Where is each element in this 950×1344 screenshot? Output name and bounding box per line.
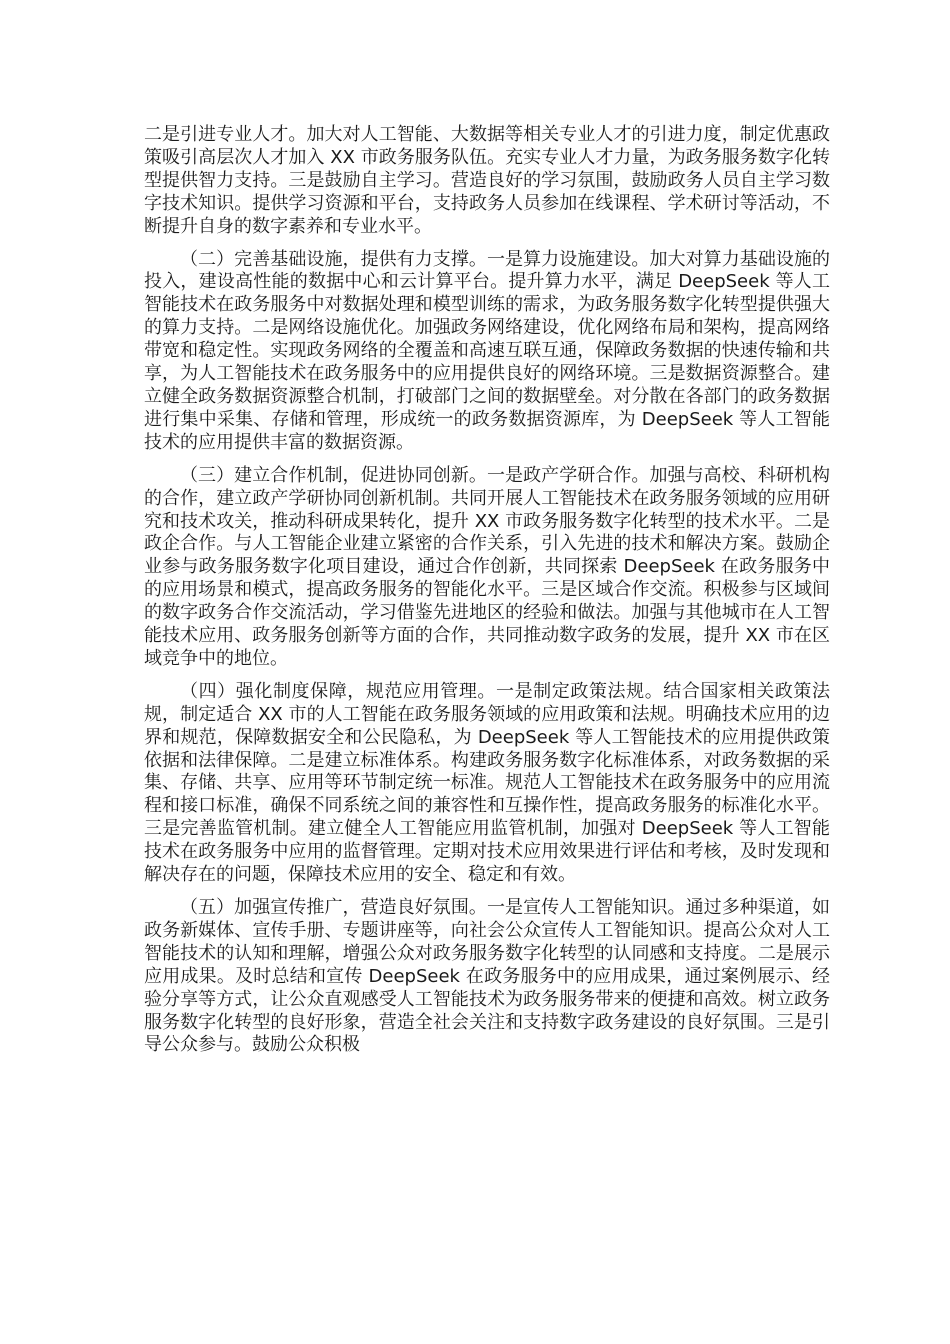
paragraph-cooperation: （三）建立合作机制，促进协同创新。一是政产学研合作。加强与高校、科研机构的合作，建立政产学研协同创新机制。共同开展人工智能技术在政务服务领域的应用研究和技术攻关，推动科研成果转化，提升 XX 市政务服务数字化转型的技术水平。二是政企合作。与人工智能企业建立紧密的合作关系，引入先进的技术和解决方案。鼓励企业参与政务服务数字化项目建设，通过合作创新，共同探索 DeepSeek 在政务服务中的应用场景和模式，提高政务服务的智能化水平。三是区域合作交流。积极参与区域间的数字政务合作交流活动，学习借鉴先进地区的经验和做法。加强与其他城市在人工智能技术应用、政务服务创新等方面的合作，共同推动数字政务的发展，提升 XX 市在区域竞争中的地位。 (144, 464, 830, 669)
paragraph-regulation: （四）强化制度保障，规范应用管理。一是制定政策法规。结合国家相关政策法规，制定适合 XX 市的人工智能在政务服务领域的应用政策和法规。明确技术应用的边界和规范，保障数据安全和公民隐私，为 DeepSeek 等人工智能技术的应用提供政策依据和法律保障。二是建立标准体系。构建政务服务数字化标准体系，对政务数据的采集、存储、共享、应用等环节制定统一标准。规范人工智能技术在政务服务中的应用流程和接口标准，确保不同系统之间的兼容性和互操作性，提高政务服务的标准化水平。三是完善监管机制。建立健全人工智能应用监管机制，加强对 DeepSeek 等人工智能技术在政务服务中应用的监督管理。定期对技术应用效果进行评估和考核，及时发现和解决存在的问题，保障技术应用的安全、稳定和有效。 (144, 680, 830, 886)
paragraph-talent: 二是引进专业人才。加大对人工智能、大数据等相关专业人才的引进力度，制定优惠政策吸引高层次人才加入 XX 市政务服务队伍。充实专业人才力量，为政务服务数字化转型提供智力支持。三是鼓励自主学习。营造良好的学习氛围，鼓励政务人员自主学习数字技术知识。提供学习资源和平台，支持政务人员参加在线课程、学术研讨等活动，不断提升自身的数字素养和专业水平。 (144, 124, 830, 237)
paragraph-infrastructure: （二）完善基础设施，提供有力支撑。一是算力设施建设。加大对算力基础设施的投入，建设高性能的数据中心和云计算平台。提升算力水平，满足 DeepSeek 等人工智能技术在政务服务中对数据处理和模型训练的需求，为政务服务数字化转型提供强大的算力支持。二是网络设施优化。加强政务网络建设，优化网络布局和架构，提高网络带宽和稳定性。实现政务网络的全覆盖和高速互联互通，保障政务数据的快速传输和共享，为人工智能技术在政务服务中的应用提供良好的网络环境。三是数据资源整合。建立健全政务数据资源整合机制，打破部门之间的数据壁垒。对分散在各部门的政务数据进行集中采集、存储和管理，形成统一的政务数据资源库，为 DeepSeek 等人工智能技术的应用提供丰富的数据资源。 (144, 248, 830, 453)
document-page (144, 124, 830, 1067)
paragraph-publicity: （五）加强宣传推广，营造良好氛围。一是宣传人工智能知识。通过多种渠道，如政务新媒体、宣传手册、专题讲座等，向社会公众宣传人工智能知识。提高公众对人工智能技术的认知和理解，增强公众对政务服务数字化转型的认同感和支持度。二是展示应用成果。及时总结和宣传 DeepSeek 在政务服务中的应用成果，通过案例展示、经验分享等方式，让公众直观感受人工智能技术为政务服务带来的便捷和高效。树立政务服务数字化转型的良好形象，营造全社会关注和支持数字政务建设的良好氛围。三是引导公众参与。鼓励公众积极 (144, 897, 830, 1056)
